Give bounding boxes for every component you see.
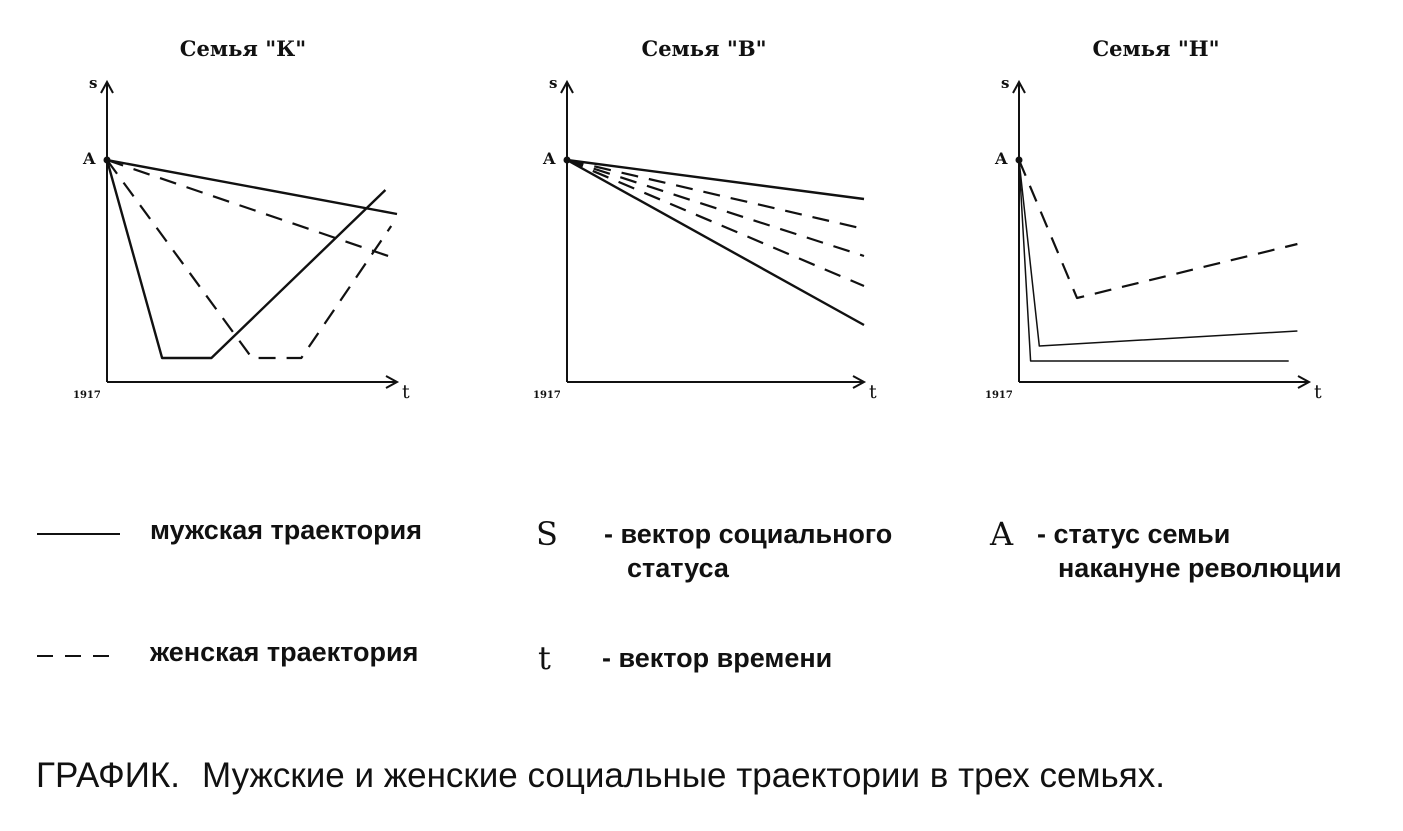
start-label-k: A: [83, 149, 96, 168]
chart-title-k: Семья "К": [179, 36, 307, 61]
legend-male-label: мужская траектория: [150, 515, 423, 545]
legend-a-text-1: - статус семьи: [1037, 519, 1231, 549]
origin-label-v: 1917: [533, 390, 561, 401]
origin-label-n: 1917: [985, 390, 1013, 401]
caption-text: Мужские и женские социальные траектории в трех семьях.: [202, 756, 1165, 795]
chart-title-v: Семья "В": [641, 36, 767, 61]
x-axis-label-v: t: [869, 381, 877, 403]
legend-s-symbol: S: [536, 515, 558, 553]
y-axis-label-n: s: [1001, 74, 1010, 92]
legend-t-text: - вектор времени: [602, 643, 833, 673]
legend-a-symbol: A: [990, 515, 1014, 553]
legend-female-label: женская траектория: [150, 637, 419, 667]
x-axis-label-n: t: [1314, 381, 1322, 403]
start-label-v: A: [543, 149, 556, 168]
caption-lead: ГРАФИК.: [36, 756, 181, 795]
y-axis-label-k: s: [89, 74, 98, 92]
origin-label-k: 1917: [73, 390, 101, 401]
legend-s-text-2: статуса: [627, 553, 729, 583]
y-axis-label-v: s: [549, 74, 558, 92]
legend-t-symbol: t: [538, 639, 551, 677]
figure-caption: [36, 756, 1165, 796]
legend-s-text-1: - вектор социального: [604, 519, 893, 549]
x-axis-label-k: t: [402, 381, 410, 403]
chart-title-n: Семья "Н": [1092, 36, 1220, 61]
legend-a-text-2: накануне революции: [1058, 553, 1342, 583]
start-label-n: A: [995, 149, 1008, 168]
